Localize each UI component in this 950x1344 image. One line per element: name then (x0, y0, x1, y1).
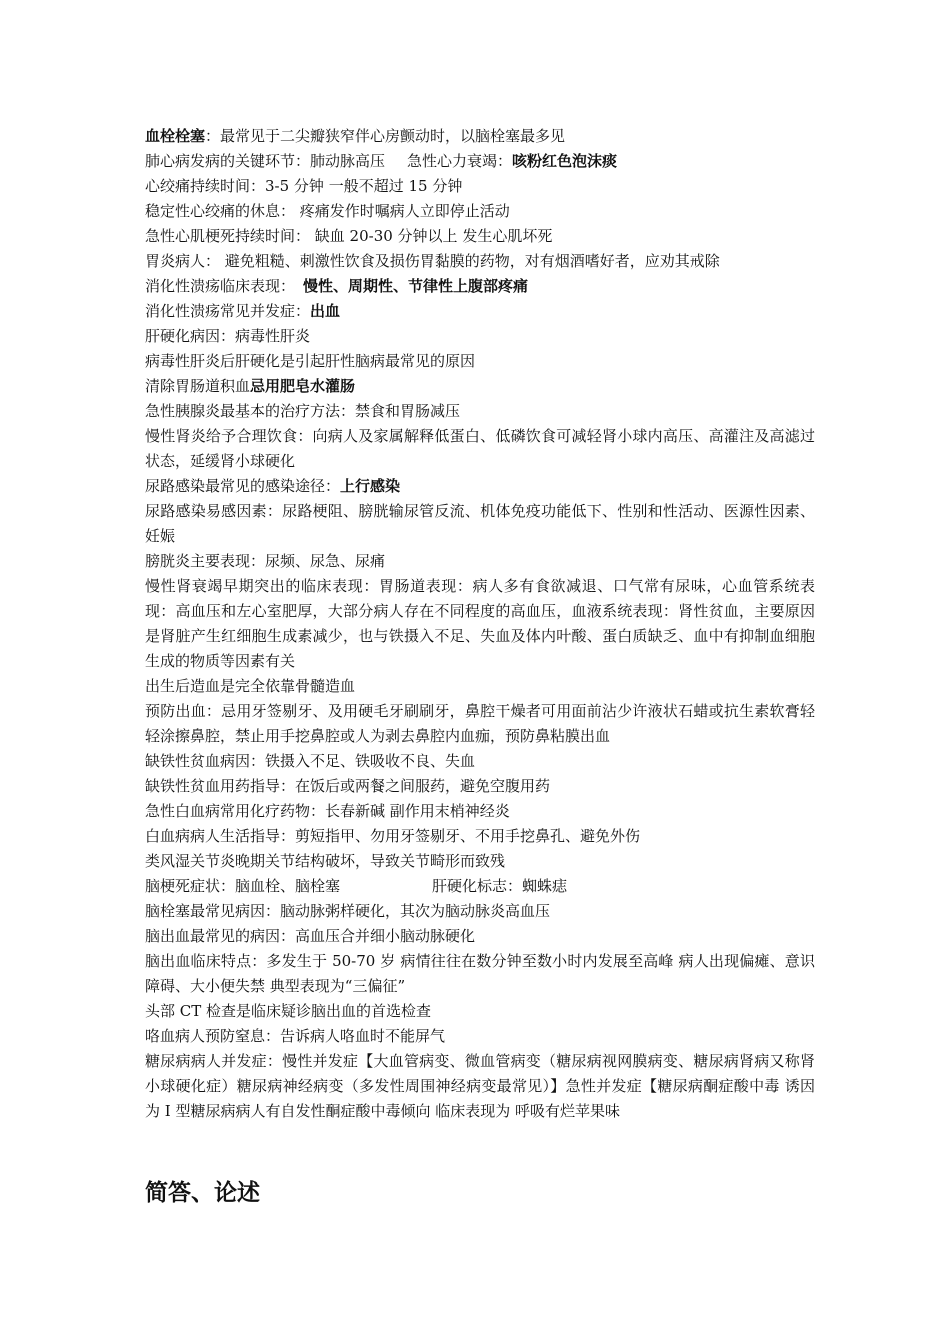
section-heading: 简答、论述 (145, 1179, 260, 1206)
text-line: 心绞痛持续时间：3-5 分钟 一般不超过 15 分钟 (145, 177, 463, 195)
text-line: 缺铁性贫血病因：铁摄入不足、铁吸收不良、失血 (145, 752, 476, 770)
text-line: 肝硬化病因：病毒性肝炎 (145, 327, 311, 345)
text-line: 头部 CT 检查是临床疑诊脑出血的首选检查 (145, 1002, 432, 1020)
text-line: 缺铁性贫血用药指导：在饭后或两餐之间服药，避免空腹用药 (145, 777, 551, 795)
text-paragraph: 尿路感染易感因素：尿路梗阻、膀胱输尿管反流、机体免疫功能低下、性别和性活动、医源性因素、妊娠 (145, 502, 815, 545)
text-paragraph: 慢性肾衰竭早期突出的临床表现：胃肠道表现：病人多有食欲减退、口气常有尿味，心血管系统表现：高血压和左心室肥厚，大部分病人存在不同程度的高血压，血液系统表现：肾性贫血，主要原因是肾脏产生红细胞生成素减少，也与铁摄入不足、失血及体内叶酸、蛋白质缺乏、血中有抑制血细胞生成的物质等因素有关 (145, 577, 815, 670)
text-line: 白血病病人生活指导：剪短指甲、勿用牙签剔牙、不用手挖鼻孔、避免外伤 (145, 827, 641, 845)
text-line: 膀胱炎主要表现：尿频、尿急、尿痛 (145, 552, 386, 570)
text-line: 急性白血病常用化疗药物：长春新碱 副作用末梢神经炎 (145, 802, 510, 820)
text-line: 咯血病人预防窒息：告诉病人咯血时不能屏气 (145, 1027, 446, 1045)
bold-term: 慢性、周期性、节律性上腹部疼痛 (303, 277, 529, 295)
text-line: 肺心病发病的关键环节：肺动脉高压 急性心力衰竭：咳粉红色泡沫痰 (145, 152, 618, 170)
text-paragraph: 脑出血临床特点：多发生于 50-70 岁 病情往往在数分钟至数小时内发展至高峰 病人出现偏瘫、意识障碍、大小便失禁 典型表现为“三偏征” (145, 952, 815, 995)
bold-term: 咳粉红色泡沫痰 (512, 152, 618, 170)
text-line: 清除胃肠道积血忌用肥皂水灌肠 (145, 377, 356, 395)
text-line: 脑出血最常见的病因：高血压合并细小脑动脉硬化 (145, 927, 476, 945)
text-line: 消化性溃疡临床表现： 慢性、周期性、节律性上腹部疼痛 (145, 277, 529, 295)
text-line: 脑栓塞最常见病因：脑动脉粥样硬化，其次为脑动脉炎高血压 (145, 902, 551, 920)
text-line: 急性胰腺炎最基本的治疗方法：禁食和胃肠减压 (145, 402, 461, 420)
text-line: 病毒性肝炎后肝硬化是引起肝性脑病最常见的原因 (145, 352, 476, 370)
text-line: 血栓栓塞：最常见于二尖瓣狭窄伴心房颤动时，以脑栓塞最多见 (145, 127, 566, 145)
text-line: 急性心肌梗死持续时间： 缺血 20-30 分钟以上 发生心肌坏死 (145, 227, 553, 245)
text-paragraph: 预防出血：忌用牙签剔牙、及用硬毛牙刷刷牙，鼻腔干燥者可用面前沾少许液状石蜡或抗生素软膏轻轻涂擦鼻腔，禁止用手挖鼻腔或人为剥去鼻腔内血痂，预防鼻粘膜出血 (145, 702, 815, 745)
bold-term: 上行感染 (340, 477, 401, 495)
document-body (145, 124, 815, 1124)
text-line: 消化性溃疡常见并发症：出血 (145, 302, 341, 320)
text-line: 胃炎病人： 避免粗糙、刺激性饮食及损伤胃黏膜的药物，对有烟酒嗜好者，应劝其戒除 (145, 252, 720, 270)
text-line: 尿路感染最常见的感染途径：上行感染 (145, 477, 401, 495)
text-line: 出生后造血是完全依靠骨髓造血 (145, 677, 356, 695)
bold-term: 出血 (310, 302, 341, 320)
text-line: 脑梗死症状：脑血栓、脑栓塞 肝硬化标志：蜘蛛痣 (145, 877, 568, 895)
bold-term: 血栓栓塞 (145, 127, 206, 145)
text-paragraph: 糖尿病病人并发症：慢性并发症【大血管病变、微血管病变（糖尿病视网膜病变、糖尿病肾病又称肾小球硬化症）糖尿病神经病变（多发性周围神经病变最常见）】急性并发症【糖尿病酮症酸中毒 诱因 为 I 型糖尿病病人有自发性酮症酸中毒倾向 临床表现为 呼吸有烂苹果味 (145, 1052, 815, 1120)
text-line: 稳定性心绞痛的休息： 疼痛发作时嘱病人立即停止活动 (145, 202, 510, 220)
bold-term: 忌用肥皂水灌肠 (250, 377, 356, 395)
text-paragraph: 慢性肾炎给予合理饮食：向病人及家属解释低蛋白、低磷饮食可减轻肾小球内高压、高灌注及高滤过状态，延缓肾小球硬化 (145, 427, 815, 470)
text-line: 类风湿关节炎晚期关节结构破坏，导致关节畸形而致残 (145, 852, 506, 870)
